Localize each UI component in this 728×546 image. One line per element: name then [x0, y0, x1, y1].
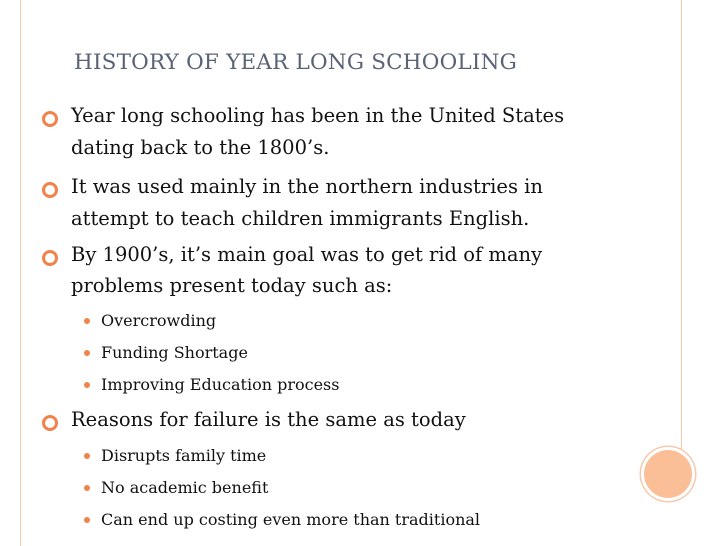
sub-bullet-item — [101, 440, 266, 472]
bullet-text: problems present today such as: — [71, 274, 393, 297]
sub-bullet-item — [101, 305, 216, 337]
bullet-text: dating back to the 1800’s. — [71, 136, 330, 159]
dot-bullet-icon — [84, 485, 90, 491]
circle-bullet-icon — [42, 415, 58, 431]
bullet-continuation — [71, 132, 329, 164]
sub-bullet-text: Funding Shortage — [101, 343, 248, 362]
bullet-text: Reasons for failure is the same as today — [71, 408, 466, 431]
sub-bullet-text: Improving Education process — [101, 375, 340, 394]
sub-bullet-text: Disrupts family time — [101, 446, 267, 465]
sub-bullet-text: Can end up costing even more than traditional — [101, 510, 481, 529]
bullet-item — [71, 239, 542, 271]
dot-bullet-icon — [84, 350, 90, 356]
dot-bullet-icon — [84, 453, 90, 459]
circle-bullet-icon — [42, 182, 58, 198]
slide-title: HISTORY OF YEAR LONG SCHOOLING — [74, 50, 517, 75]
bullet-item — [71, 100, 564, 132]
dot-bullet-icon — [84, 517, 90, 523]
dot-bullet-icon — [84, 382, 90, 388]
bullet-text: By 1900’s, it’s main goal was to get rid of many — [71, 243, 543, 266]
sub-bullet-item — [101, 369, 339, 401]
bullet-item — [71, 404, 466, 436]
bullet-text: It was used mainly in the northern industries in — [71, 175, 543, 198]
sub-bullet-item — [101, 472, 268, 504]
circle-bullet-icon — [42, 111, 58, 127]
dot-bullet-icon — [84, 318, 90, 324]
sub-bullet-text: No academic benefit — [101, 478, 269, 497]
bullet-text: attempt to teach children immigrants English. — [71, 207, 530, 230]
bullet-continuation — [71, 203, 529, 235]
circle-bullet-icon — [42, 250, 58, 266]
bullet-text: Year long schooling has been in the United States — [71, 104, 565, 127]
bullet-item — [71, 171, 543, 203]
sub-bullet-item — [101, 504, 480, 536]
sub-bullet-text: Overcrowding — [101, 311, 217, 330]
bullet-continuation — [71, 270, 392, 302]
sub-bullet-item — [101, 337, 248, 369]
